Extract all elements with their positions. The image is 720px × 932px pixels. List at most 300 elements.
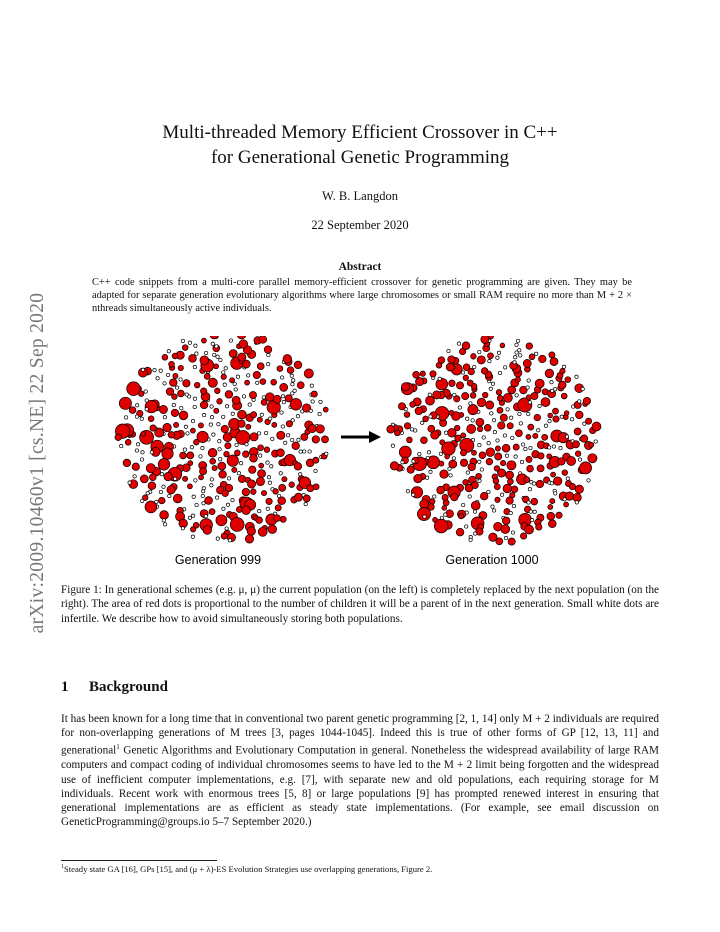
fertile-individual	[575, 451, 581, 457]
fertile-individual	[214, 408, 219, 413]
infertile-individual	[578, 400, 581, 403]
infertile-individual	[503, 434, 506, 437]
infertile-individual	[235, 443, 238, 446]
infertile-individual	[145, 399, 148, 402]
infertile-individual	[506, 408, 509, 411]
infertile-individual	[267, 476, 270, 479]
infertile-individual	[528, 401, 531, 404]
infertile-individual	[491, 505, 494, 508]
infertile-individual	[429, 470, 432, 473]
infertile-individual	[303, 450, 306, 453]
figure-1	[0, 336, 720, 576]
fertile-individual	[481, 368, 488, 375]
infertile-individual	[290, 374, 293, 377]
fertile-individual	[524, 477, 530, 483]
infertile-individual	[216, 355, 219, 358]
infertile-individual	[487, 442, 490, 445]
fertile-individual	[556, 512, 562, 518]
fertile-individual	[258, 445, 264, 451]
section-heading	[61, 679, 168, 696]
infertile-individual	[299, 450, 302, 453]
infertile-individual	[280, 376, 283, 379]
infertile-individual	[141, 499, 144, 502]
fertile-individual	[503, 393, 512, 402]
figure-caption: Figure 1: In generational schemes (e.g. μ, μ) the current population (on the left) is completely replaced by the next population (on the right). The area of red dots is proportional to the number of children it will be a parent of in the next generation. Small white dots are infertile. We describe how to avoid simultaneously storing both populations.	[61, 584, 659, 625]
infertile-individual	[297, 438, 300, 441]
fertile-individual	[294, 493, 302, 501]
infertile-individual	[521, 443, 524, 446]
fertile-individual	[316, 425, 324, 433]
infertile-individual	[418, 452, 421, 455]
fertile-individual	[440, 440, 445, 445]
infertile-individual	[135, 449, 138, 452]
fertile-individual	[414, 474, 422, 482]
infertile-individual	[217, 423, 220, 426]
fertile-individual	[239, 340, 248, 349]
fertile-individual	[297, 382, 304, 389]
infertile-individual	[204, 515, 207, 518]
fertile-individual	[531, 498, 538, 505]
paper-title	[0, 120, 720, 170]
infertile-individual	[537, 429, 540, 432]
infertile-individual	[140, 417, 143, 420]
infertile-individual	[184, 425, 187, 428]
fertile-individual	[127, 382, 141, 396]
fertile-individual	[580, 435, 587, 442]
infertile-individual	[215, 496, 218, 499]
title-line-1: Multi-threaded Memory Efficient Crossover in C++	[162, 122, 558, 143]
fertile-individual	[426, 396, 435, 405]
infertile-individual	[444, 513, 447, 516]
infertile-individual	[487, 490, 490, 493]
infertile-individual	[488, 359, 491, 362]
infertile-individual	[496, 356, 499, 359]
infertile-individual	[193, 397, 196, 400]
infertile-individual	[191, 535, 194, 538]
fertile-individual	[253, 371, 260, 378]
abstract-heading: Abstract	[338, 261, 382, 273]
fertile-individual	[132, 463, 139, 470]
infertile-individual	[248, 403, 251, 406]
fertile-individual	[225, 443, 231, 449]
infertile-individual	[133, 475, 136, 478]
infertile-individual	[216, 537, 219, 540]
infertile-individual	[194, 479, 197, 482]
fertile-individual	[123, 459, 131, 467]
fertile-individual	[520, 533, 526, 539]
fertile-individual	[167, 486, 175, 494]
fertile-individual	[178, 390, 185, 397]
fertile-individual	[506, 471, 514, 479]
infertile-individual	[554, 388, 557, 391]
fertile-individual	[553, 416, 559, 422]
fertile-individual	[448, 429, 457, 438]
infertile-individual	[530, 518, 533, 521]
infertile-individual	[496, 439, 499, 442]
fertile-individual	[404, 423, 410, 429]
fertile-individual	[423, 416, 429, 422]
infertile-individual	[156, 377, 159, 380]
fertile-individual	[227, 455, 238, 466]
fertile-individual	[292, 442, 300, 450]
footnote-text: Steady state GA [16], GPs [15], and (μ + λ)-ES Evolution Strategies use overlapping generations, Figure 2.	[64, 864, 433, 874]
fertile-individual	[420, 371, 425, 376]
fertile-individual	[553, 408, 559, 414]
fertile-individual	[243, 451, 250, 458]
fertile-individual	[162, 448, 173, 459]
fertile-individual	[277, 366, 283, 372]
fertile-individual	[456, 382, 463, 389]
fertile-individual	[498, 469, 506, 477]
infertile-individual	[282, 400, 285, 403]
infertile-individual	[453, 393, 456, 396]
fertile-individual	[222, 490, 229, 497]
infertile-individual	[314, 469, 317, 472]
infertile-individual	[578, 458, 581, 461]
fertile-individual	[472, 450, 477, 455]
infertile-individual	[478, 479, 481, 482]
fertile-individual	[208, 378, 217, 387]
fertile-individual	[502, 517, 510, 525]
infertile-individual	[279, 472, 282, 475]
infertile-individual	[194, 344, 197, 347]
infertile-individual	[271, 437, 274, 440]
infertile-individual	[195, 352, 198, 355]
infertile-individual	[267, 353, 270, 356]
infertile-individual	[291, 438, 294, 441]
fertile-individual	[565, 492, 573, 500]
fertile-individual	[569, 483, 575, 489]
fertile-individual	[528, 424, 534, 430]
fertile-individual	[526, 434, 531, 439]
fertile-individual	[465, 484, 473, 492]
fertile-individual	[164, 472, 172, 480]
fertile-individual	[145, 501, 157, 513]
fertile-individual	[236, 507, 242, 513]
fertile-individual	[486, 401, 494, 409]
fertile-individual	[283, 355, 292, 364]
fertile-individual	[201, 338, 206, 343]
fertile-individual	[238, 420, 245, 427]
fertile-individual	[250, 433, 258, 441]
infertile-individual	[500, 493, 503, 496]
infertile-individual	[471, 419, 474, 422]
abstract-text: C++ code snippets from a multi-core parallel memory-efficient crossover for genetic programming are given. They may be adapted for separate generation evolutionary algorithms where large chromosomes or small RAM require no more than M + 2 × nthreads simultaneously active individuals.	[92, 277, 632, 314]
fertile-individual	[476, 473, 482, 479]
infertile-individual	[213, 353, 216, 356]
left-label: Generation 999	[174, 553, 262, 567]
fertile-individual	[542, 434, 548, 440]
fertile-individual	[415, 407, 423, 415]
fertile-individual	[440, 470, 448, 478]
infertile-individual	[511, 436, 514, 439]
infertile-individual	[444, 431, 447, 434]
fertile-individual	[417, 507, 430, 520]
fertile-individual	[402, 383, 410, 391]
fertile-individual	[559, 381, 567, 389]
infertile-individual	[570, 418, 573, 421]
fertile-individual	[205, 497, 213, 505]
footnote	[61, 864, 659, 874]
fertile-individual	[476, 418, 484, 426]
infertile-individual	[492, 509, 495, 512]
infertile-individual	[234, 388, 237, 391]
fertile-individual	[149, 474, 156, 481]
fertile-individual	[551, 472, 556, 477]
fertile-individual	[148, 482, 156, 490]
fertile-individual	[225, 391, 233, 399]
fertile-individual	[421, 437, 428, 444]
fertile-individual	[561, 393, 567, 399]
infertile-individual	[163, 416, 166, 419]
infertile-individual	[135, 415, 138, 418]
fertile-individual	[567, 457, 576, 466]
fertile-individual	[230, 518, 244, 532]
fertile-individual	[199, 475, 204, 480]
fertile-individual	[273, 395, 281, 403]
arrow-icon	[341, 431, 381, 443]
infertile-individual	[469, 538, 472, 541]
fertile-individual	[234, 450, 240, 456]
fertile-individual	[259, 336, 267, 343]
infertile-individual	[239, 462, 242, 465]
infertile-individual	[245, 443, 248, 446]
fertile-individual	[275, 505, 281, 511]
fertile-individual	[477, 426, 483, 432]
fertile-individual	[160, 511, 169, 520]
fertile-individual	[249, 466, 256, 473]
fertile-individual	[187, 484, 192, 489]
fertile-individual	[271, 379, 277, 385]
fertile-individual	[273, 489, 279, 495]
infertile-individual	[280, 411, 283, 414]
infertile-individual	[223, 383, 226, 386]
fertile-individual	[515, 430, 522, 437]
fertile-individual	[548, 505, 553, 510]
infertile-individual	[159, 369, 162, 372]
infertile-individual	[491, 382, 494, 385]
fertile-individual	[264, 346, 272, 354]
infertile-individual	[163, 523, 166, 526]
infertile-individual	[318, 412, 321, 415]
infertile-individual	[458, 406, 461, 409]
fertile-individual	[480, 492, 488, 500]
infertile-individual	[281, 395, 284, 398]
infertile-individual	[548, 446, 551, 449]
fertile-individual	[277, 431, 285, 439]
fertile-individual	[564, 502, 569, 507]
fertile-individual	[146, 464, 155, 473]
fertile-individual	[482, 392, 488, 398]
infertile-individual	[124, 416, 127, 419]
fertile-individual	[507, 423, 513, 429]
infertile-individual	[493, 430, 496, 433]
fertile-individual	[148, 416, 154, 422]
infertile-individual	[462, 503, 465, 506]
fertile-individual	[462, 393, 469, 400]
infertile-individual	[162, 485, 165, 488]
fertile-individual	[438, 357, 445, 364]
fertile-individual	[190, 527, 195, 532]
fertile-individual	[274, 515, 281, 522]
infertile-individual	[490, 412, 493, 415]
fertile-individual	[495, 497, 500, 502]
infertile-individual	[191, 419, 194, 422]
infertile-individual	[480, 468, 483, 471]
infertile-individual	[518, 349, 521, 352]
fertile-individual	[489, 336, 494, 339]
fertile-individual	[261, 491, 266, 496]
infertile-individual	[183, 448, 186, 451]
fertile-individual	[529, 354, 535, 360]
infertile-individual	[204, 351, 207, 354]
infertile-individual	[231, 412, 234, 415]
infertile-individual	[511, 531, 514, 534]
infertile-individual	[406, 490, 409, 493]
infertile-individual	[281, 425, 284, 428]
fertile-individual	[232, 467, 237, 472]
fertile-individual	[497, 395, 503, 401]
fertile-individual	[531, 393, 538, 400]
fertile-individual	[430, 371, 436, 377]
fertile-individual	[204, 373, 210, 379]
infertile-individual	[505, 454, 508, 457]
infertile-individual	[226, 503, 229, 506]
fertile-individual	[200, 401, 208, 409]
infertile-individual	[291, 419, 294, 422]
infertile-individual	[492, 419, 495, 422]
fertile-individual	[166, 388, 174, 396]
infertile-individual	[145, 408, 148, 411]
fertile-individual	[538, 453, 544, 459]
fertile-individual	[313, 457, 319, 463]
fertile-individual	[260, 379, 266, 385]
infertile-individual	[136, 404, 139, 407]
infertile-individual	[201, 446, 204, 449]
fertile-individual	[446, 363, 454, 371]
infertile-individual	[509, 511, 512, 514]
fertile-individual	[261, 399, 267, 405]
fertile-individual	[216, 515, 227, 526]
fertile-individual	[238, 475, 245, 482]
fertile-individual	[526, 343, 533, 350]
fertile-individual	[170, 379, 178, 387]
infertile-individual	[188, 516, 191, 519]
infertile-individual	[201, 494, 204, 497]
infertile-individual	[514, 356, 517, 359]
fertile-individual	[547, 512, 555, 520]
fertile-individual	[169, 361, 175, 367]
infertile-individual	[219, 458, 222, 461]
fertile-individual	[194, 439, 200, 445]
fertile-individual	[307, 485, 314, 492]
fertile-individual	[434, 519, 448, 533]
fertile-individual	[574, 428, 581, 435]
fertile-individual	[445, 454, 450, 459]
infertile-individual	[199, 455, 202, 458]
fertile-individual	[523, 359, 531, 367]
population-generation-999	[115, 336, 329, 543]
infertile-individual	[162, 519, 165, 522]
fertile-individual	[449, 380, 456, 387]
fertile-individual	[583, 397, 590, 404]
fertile-individual	[258, 470, 266, 478]
fertile-individual	[534, 414, 541, 421]
fertile-individual	[203, 526, 212, 535]
infertile-individual	[293, 389, 296, 392]
fertile-individual	[282, 477, 287, 482]
infertile-individual	[173, 477, 176, 480]
infertile-individual	[438, 377, 441, 380]
fertile-individual	[535, 379, 544, 388]
infertile-individual	[515, 394, 518, 397]
fertile-individual	[588, 454, 597, 463]
infertile-individual	[163, 382, 166, 385]
infertile-individual	[267, 363, 270, 366]
fertile-individual	[503, 484, 512, 493]
fertile-individual	[173, 494, 182, 503]
fertile-individual	[219, 471, 227, 479]
infertile-individual	[421, 421, 424, 424]
infertile-individual	[179, 378, 182, 381]
infertile-individual	[498, 371, 501, 374]
fertile-individual	[589, 442, 594, 447]
infertile-individual	[478, 350, 481, 353]
infertile-individual	[181, 339, 184, 342]
infertile-individual	[172, 403, 175, 406]
fertile-individual	[468, 405, 478, 415]
fertile-individual	[442, 506, 447, 511]
infertile-individual	[222, 415, 225, 418]
fertile-individual	[187, 452, 194, 459]
right-label: Generation 1000	[445, 553, 539, 567]
infertile-individual	[457, 342, 460, 345]
infertile-individual	[218, 448, 221, 451]
infertile-individual	[175, 386, 178, 389]
fertile-individual	[264, 447, 270, 453]
infertile-individual	[439, 452, 442, 455]
infertile-individual	[188, 341, 191, 344]
fertile-individual	[250, 454, 258, 462]
fertile-individual	[399, 446, 411, 458]
infertile-individual	[185, 393, 188, 396]
fertile-individual	[279, 484, 286, 491]
infertile-individual	[150, 451, 153, 454]
arxiv-identifier: arXiv:2009.10460v1 [cs.NE] 22 Sep 2020	[27, 292, 48, 634]
fertile-individual	[493, 478, 499, 484]
fertile-individual	[180, 452, 187, 459]
fertile-individual	[251, 412, 257, 418]
infertile-individual	[237, 472, 240, 475]
infertile-individual	[429, 415, 432, 418]
fertile-individual	[237, 336, 246, 339]
fertile-individual	[230, 378, 235, 383]
fertile-individual	[294, 463, 302, 471]
infertile-individual	[515, 343, 518, 346]
fertile-individual	[200, 468, 207, 475]
infertile-individual	[412, 460, 415, 463]
fertile-individual	[242, 488, 250, 496]
section-title: Background	[89, 679, 168, 695]
fertile-individual	[189, 355, 197, 363]
fertile-individual	[259, 463, 264, 468]
fertile-individual	[194, 382, 200, 388]
title-line-2: for Generational Genetic Programming	[210, 147, 510, 168]
fertile-individual	[407, 466, 414, 473]
infertile-individual	[514, 455, 517, 458]
fertile-individual	[201, 388, 207, 394]
fertile-individual	[451, 493, 459, 501]
